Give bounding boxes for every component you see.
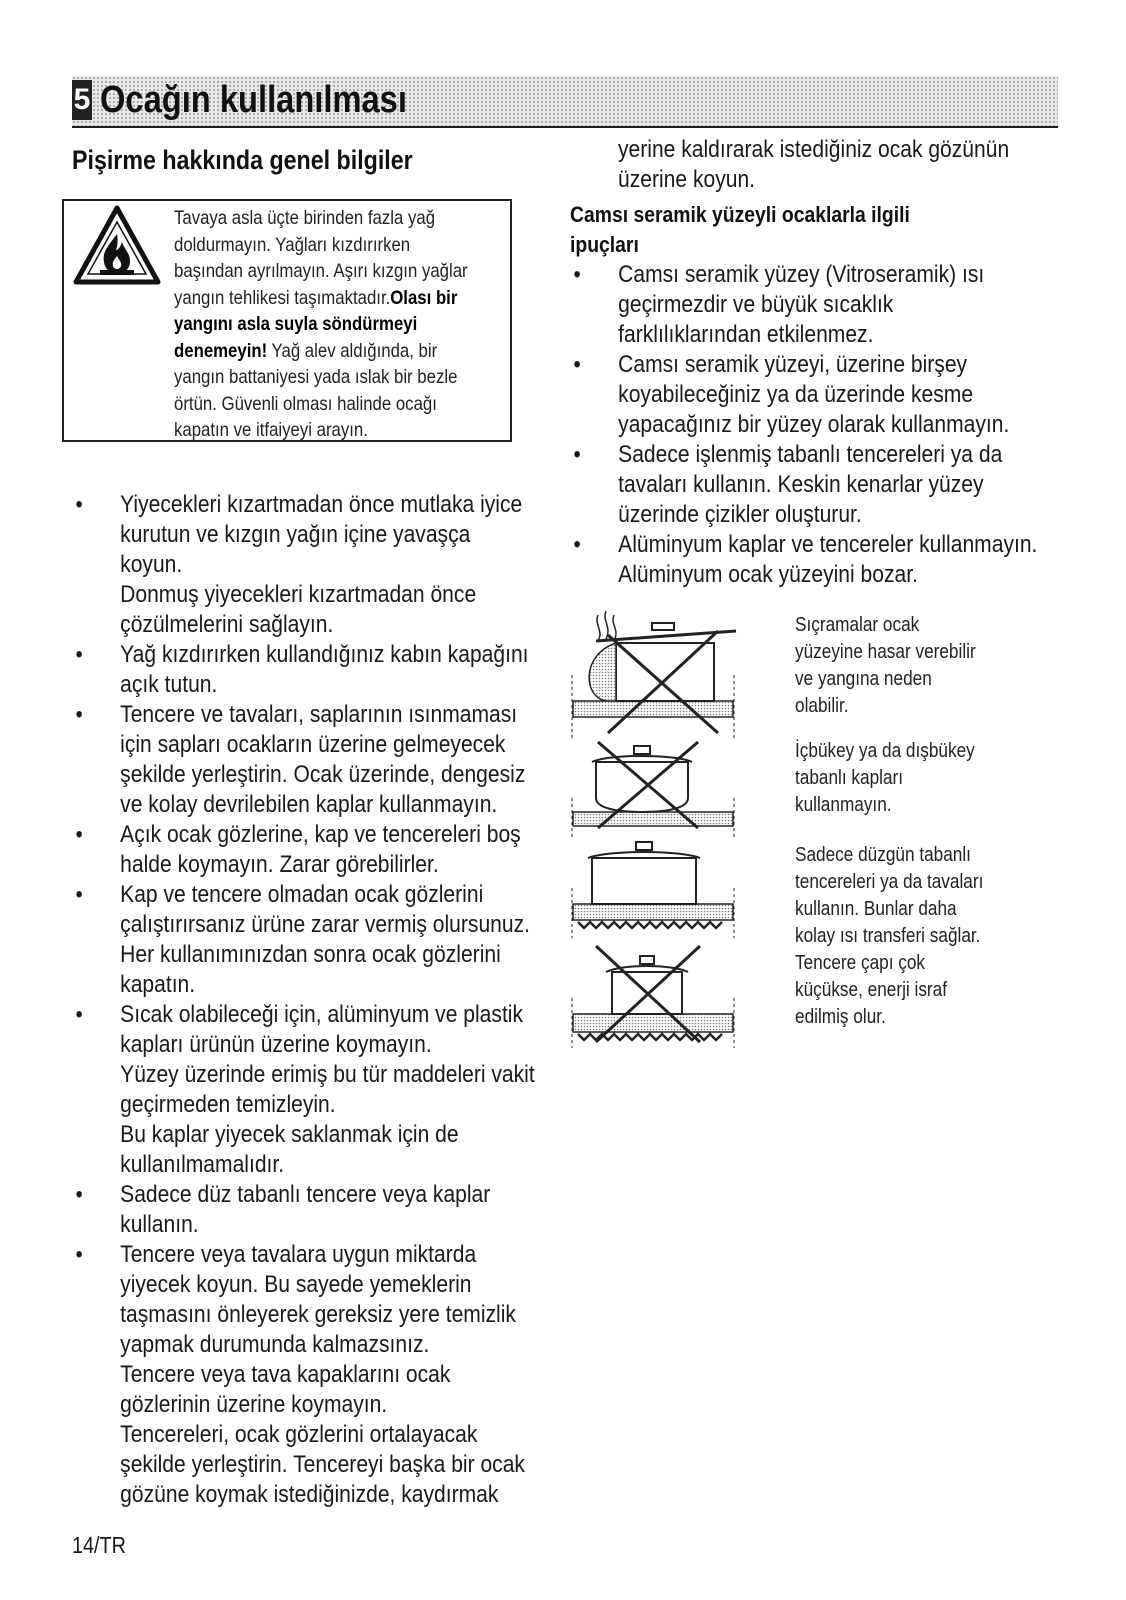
bullet-icon: •	[573, 261, 581, 288]
ceramic-tips-list	[570, 260, 1039, 590]
figure-caption: İçbükey ya da dışbükey tabanlı kapları kullanmayın.	[795, 740, 975, 816]
list-item: • Açık ocak gözlerine, kap ve tencereleri boş halde koymayın. Zarar görebilirler.	[75, 821, 521, 878]
uneven-base-pot-crossed-icon	[568, 738, 738, 838]
warning-line: yangın battaniyesi yada ıslak bir bezle	[174, 366, 458, 388]
bullet-icon: •	[75, 1241, 83, 1268]
continuation-text: yerine kaldırarak istediğiniz ocak gözünün üzerine koyun.	[618, 136, 1010, 193]
flat-base-pot-icon	[568, 838, 738, 938]
warning-text	[174, 205, 501, 444]
bullet-icon: •	[75, 701, 83, 728]
warning-line: Yağ alev aldığında, bir	[267, 339, 438, 362]
warning-line: Tavaya asla üçte birinden fazla yağ	[174, 207, 436, 229]
warning-line: yangın tehlikesi taşımaktadır.	[174, 286, 391, 309]
figure-caption: Sadece düzgün tabanlı tencereleri ya da tavaları kullanın. Bunlar daha kolay ısı transferi sağlar. Tencere çapı çok küçükse, enerji israf edilmiş olur.	[795, 844, 984, 1028]
bullet-icon: •	[573, 351, 581, 378]
fire-warning-icon	[72, 204, 162, 286]
warning-line: başından ayrılmayın. Aşırı kızgın yağlar	[174, 260, 468, 282]
warning-emphasis: yangını asla suyla söndürmeyi	[174, 313, 418, 335]
list-item: • Yağ kızdırırken kullandığınız kabın kapağını açık tutun.	[75, 641, 529, 698]
list-item: • Kap ve tencere olmadan ocak gözlerini çalıştırırsanız ürüne zarar vermiş olursunuz. Her kullanımınızdan sonra ocak gözlerini kapatın.	[75, 881, 531, 998]
page-number: 14/TR	[72, 1532, 126, 1558]
list-item: • Yiyecekleri kızartmadan önce mutlaka iyice kurutun ve kızgın yağın içine yavaşça koyun. Donmuş yiyecekleri kızartmadan önce çözülmelerini sağlayın.	[75, 491, 523, 638]
bullet-icon: •	[573, 441, 581, 468]
bullet-icon: •	[75, 821, 83, 848]
cooking-tips-list	[72, 490, 536, 1510]
list-item: • Camsı seramik yüzey (Vitroseramik) ısı geçirmezdir ve büyük sıcaklık farklılıklarından etkilenmez.	[573, 261, 985, 348]
warning-emphasis: Olası bir	[390, 286, 458, 309]
warning-emphasis: denemeyin!	[174, 339, 268, 362]
list-item: • Tencere veya tavalara uygun miktarda yiyecek koyun. Bu sayede yemeklerin taşmasını önleyerek gereksiz yere temizlik yapmak durumunda kalmazsınız. Tencere veya tava kapaklarını ocak gözlerinin üzerine koymayın. Tencereleri, ocak gözlerini ortalayacak şekilde yerleştirin. Tencereyi başka bir ocak gözüne koymak istediğinizde, kaydırmak	[75, 1241, 525, 1508]
list-item: • Sadece işlenmiş tabanlı tencereleri ya da tavaları kullanın. Keskin kenarlar yüzey üzerinde çizikler oluşturur.	[573, 441, 1003, 528]
list-item: • Tencere ve tavaları, saplarının ısınmaması için sapları ocakların üzerine gelmeyecek şekilde yerleştirin. Ocak üzerinde, dengesiz ve kolay devrilebilen kaplar kullanmayın.	[75, 701, 526, 818]
list-item: • Sıcak olabileceği için, alüminyum ve plastik kapları ürünün üzerine koymayın. Yüzey üzerinde erimiş bu tür maddeleri vakit geçirmeden temizleyin. Bu kaplar yiyecek saklanmak için de kullanılmamalıdır.	[75, 1001, 535, 1178]
warning-line: örtün. Güvenli olması halinde ocağı	[174, 392, 437, 415]
list-item: • Camsı seramik yüzeyi, üzerine birşey koyabileceğiniz ya da üzerinde kesme yapacağınız bir yüzey olarak kullanmayın.	[573, 351, 1010, 438]
bullet-icon: •	[75, 881, 83, 908]
list-item: • Alüminyum kaplar ve tencereler kullanmayın. Alüminyum ocak yüzeyini bozar.	[573, 531, 1038, 588]
fire-warning-box	[62, 199, 512, 442]
figure-caption: Sıçramalar ocak yüzeyine hasar verebilir ve yangına neden olabilir.	[795, 614, 976, 717]
section-number: 5	[72, 80, 92, 120]
small-pot-crossed-icon	[568, 938, 738, 1048]
section-header	[72, 76, 1058, 128]
section-title: Ocağın kullanılması	[100, 79, 407, 121]
warning-line: doldurmayın. Yağları kızdırırken	[174, 233, 411, 256]
bullet-icon: •	[75, 1001, 83, 1028]
list-item: • Sadece düz tabanlı tencere veya kaplar kullanın.	[75, 1181, 491, 1238]
boiling-over-pot-crossed-icon	[568, 605, 738, 740]
bullet-icon: •	[573, 531, 581, 558]
page-heading: Pişirme hakkında genel bilgiler	[72, 145, 413, 175]
bullet-icon: •	[75, 641, 83, 668]
warning-line: kapatın ve itfaiyeyi arayın.	[174, 419, 368, 441]
bullet-icon: •	[75, 491, 83, 518]
section-subheading: Camsı seramik yüzeyli ocaklarla ilgili ipuçları	[570, 202, 910, 257]
bullet-icon: •	[75, 1181, 83, 1208]
